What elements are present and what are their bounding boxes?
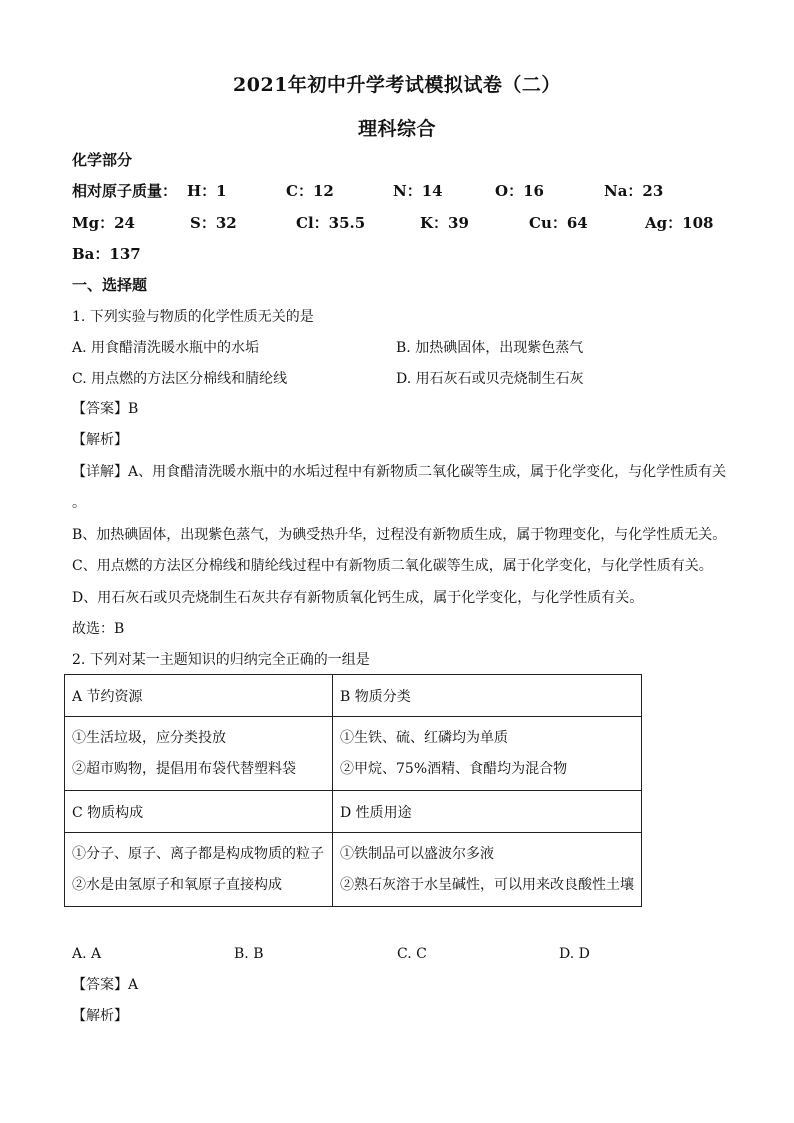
atomic-mass-item: Ag：108 <box>645 214 714 232</box>
table-row <box>65 717 642 791</box>
table-header-c: C 物质构成 <box>65 791 333 833</box>
q2-option-c: C. C <box>397 946 427 962</box>
q1-detail-line-d: D、用石灰石或贝壳烧制生石灰共存有新物质氧化钙生成，属于化学变化，与化学性质有关。 <box>72 590 644 606</box>
q2-option-d: D. D <box>559 946 590 962</box>
atomic-mass-item: H：1 <box>187 182 227 200</box>
q2-option-b: B. B <box>234 946 264 962</box>
exam-subtitle: 理科综合 <box>357 118 436 140</box>
q1-detail-line-c: C、用点燃的方法区分棉线和腈纶线过程中有新物质二氧化碳等生成，属于化学变化，与化学性质有关。 <box>72 558 713 574</box>
part-heading: 一、选择题 <box>72 276 148 294</box>
atomic-mass-item: Cu：64 <box>529 214 588 232</box>
q1-option-c: C. 用点燃的方法区分棉线和腈纶线 <box>72 371 288 387</box>
answer-value: A <box>128 977 139 993</box>
table-header-b: B 物质分类 <box>333 675 642 717</box>
q1-answer <box>72 399 138 419</box>
section-heading: 化学部分 <box>72 151 133 169</box>
q2-option-a: A. A <box>72 946 102 962</box>
table-row <box>65 791 642 833</box>
table-cell-c <box>65 833 333 907</box>
cell-line: ②超市购物，提倡用布袋代替塑料袋 <box>72 760 296 777</box>
atomic-mass-item: N：14 <box>393 182 443 200</box>
table-header-d: D 性质用途 <box>333 791 642 833</box>
answer-tag: 【答案】 <box>72 977 128 993</box>
atomic-mass-item: Na：23 <box>604 182 664 200</box>
table-cell-b <box>333 717 642 791</box>
detail-tag: 【详解】 <box>72 464 128 480</box>
q1-detail-line-a <box>72 462 726 482</box>
atomic-mass-item: Mg：24 <box>72 214 135 232</box>
atomic-mass-item: S：32 <box>190 214 237 232</box>
cell-line: ②熟石灰溶于水呈碱性，可以用来改良酸性土壤 <box>340 876 634 893</box>
cell-line: ①分子、原子、离子都是构成物质的粒子 <box>72 845 324 862</box>
atomic-mass-label: 相对原子质量： <box>72 182 178 200</box>
q1-detail-continuation: 。 <box>72 495 86 511</box>
q1-stem: 1. 下列实验与物质的化学性质无关的是 <box>72 309 314 325</box>
exam-title: 2021年初中升学考试模拟试卷（二） <box>233 74 561 96</box>
cell-line: ①铁制品可以盛波尔多液 <box>340 845 494 862</box>
q1-conclusion: 故选：B <box>72 621 125 637</box>
detail-text: A、用食醋清洗暖水瓶中的水垢过程中有新物质二氧化碳等生成，属于化学变化，与化学性质有关 <box>128 464 727 480</box>
q1-option-a: A. 用食醋清洗暖水瓶中的水垢 <box>72 340 260 356</box>
table-row <box>65 675 642 717</box>
cell-line: ①生活垃圾，应分类投放 <box>72 729 226 746</box>
answer-tag: 【答案】 <box>72 401 128 417</box>
atomic-mass-item: Cl：35.5 <box>296 214 366 232</box>
q2-answer <box>72 975 138 995</box>
atomic-mass-item: C：12 <box>286 182 334 200</box>
cell-line: ①生铁、硫、红磷均为单质 <box>340 729 508 746</box>
atomic-mass-item: K：39 <box>420 214 469 232</box>
table-cell-a <box>65 717 333 791</box>
q1-analysis-tag: 【解析】 <box>72 432 128 448</box>
q1-option-d: D. 用石灰石或贝壳烧制生石灰 <box>396 371 584 387</box>
q1-option-b: B. 加热碘固体，出现紫色蒸气 <box>396 340 584 356</box>
table-cell-d <box>333 833 642 907</box>
q2-analysis-tag: 【解析】 <box>72 1008 128 1024</box>
cell-line: ②甲烷、75%酒精、食醋均为混合物 <box>340 760 568 777</box>
answer-value: B <box>128 401 139 417</box>
q2-stem: 2. 下列对某一主题知识的归纳完全正确的一组是 <box>72 652 370 668</box>
table-header-a: A 节约资源 <box>65 675 333 717</box>
q1-detail-line-b: B、加热碘固体，出现紫色蒸气，为碘受热升华，过程没有新物质生成，属于物理变化，与化学性质无关。 <box>72 527 727 543</box>
table-row <box>65 833 642 907</box>
atomic-mass-item: O：16 <box>495 182 544 200</box>
atomic-mass-item: Ba：137 <box>72 245 141 263</box>
q2-knowledge-table <box>64 674 642 907</box>
cell-line: ②水是由氢原子和氧原子直接构成 <box>72 876 282 893</box>
